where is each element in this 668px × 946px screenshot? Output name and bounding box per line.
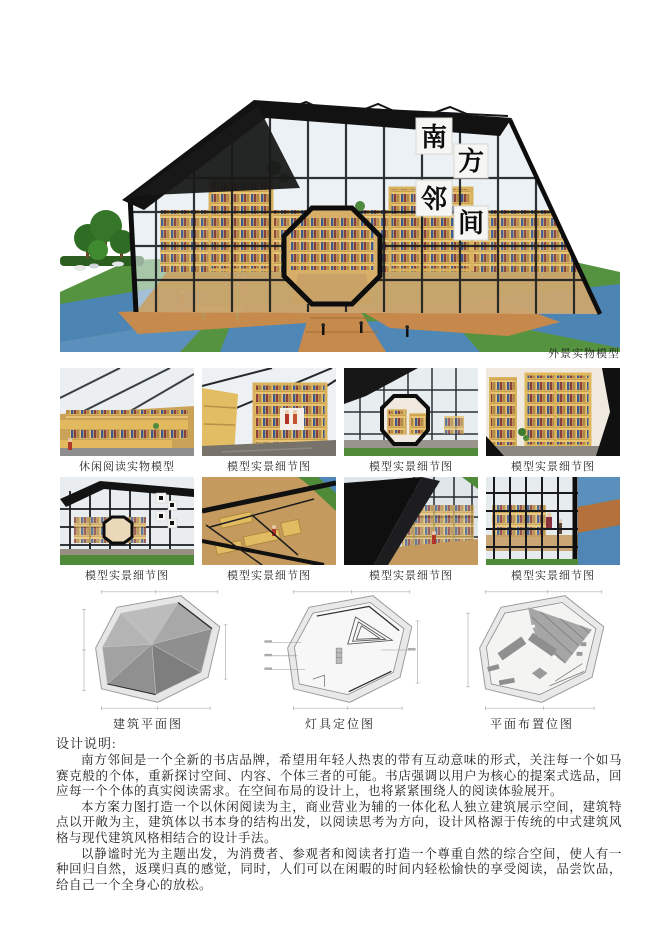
hero-caption: 外景实物模型 xyxy=(548,348,620,360)
thumb-caption: 模型实景细节图 xyxy=(511,461,595,473)
thumb-shelf-closeup xyxy=(486,368,620,474)
thumb-corner-view xyxy=(486,477,620,583)
plan-caption: 平面布置位图 xyxy=(489,717,574,731)
thumb6-illustration xyxy=(202,477,336,565)
thumb-caption: 模型实景细节图 xyxy=(369,570,453,582)
thumb2-illustration xyxy=(202,368,336,456)
plan1-illustration xyxy=(60,586,236,714)
thumb7-illustration xyxy=(344,477,478,565)
description-paragraph-3: 以静谧时光为主题出发，为消费者、参观者和阅读者打造一个尊重自然的综合空间，使人有一种回归自然，返璞归真的感觉，同时，人们可以在闲暇的时间内轻松愉快的享受阅读，品尝饮品，给自己一个全身心的放松。 xyxy=(56,846,622,892)
plan-furniture xyxy=(444,586,620,732)
plan-caption: 灯具定位图 xyxy=(304,717,375,731)
thumb4-illustration xyxy=(486,368,620,456)
thumb3-illustration xyxy=(344,368,478,456)
thumb-caption: 模型实景细节图 xyxy=(85,570,169,582)
hero-model-photo xyxy=(60,60,620,352)
sign-char-4: 间 xyxy=(457,209,485,238)
thumb-facade-sign xyxy=(60,477,194,583)
thumbnail-row-2 xyxy=(60,477,620,583)
thumb-reading-steps xyxy=(60,368,194,474)
thumb-caption: 休闲阅读实物模型 xyxy=(79,461,175,473)
plan-caption: 建筑平面图 xyxy=(112,717,183,731)
sign-char-3: 邻 xyxy=(420,185,448,214)
design-description xyxy=(56,733,622,893)
plan2-illustration xyxy=(252,586,428,714)
plan3-illustration xyxy=(444,586,620,714)
sign-char-2: 方 xyxy=(457,147,485,176)
hero-model-illustration xyxy=(60,60,620,352)
thumbnail-row-1 xyxy=(60,368,620,474)
thumb8-illustration xyxy=(486,477,620,565)
description-title: 设计说明: xyxy=(56,736,117,751)
sign-char-1: 南 xyxy=(420,123,448,152)
thumb1-illustration xyxy=(60,368,194,456)
description-paragraph-1: 南方邻间是一个全新的书店品牌，希望用年轻人热衷的带有互动意味的形式，关注每一个如马赛克般的个体，重新探讨空间、内容、个体三者的可能。书店强调以用户为核心的提案式选品，回应每一个个体的真实阅读需求。在空间布局的设计上，也将紧紧围绕人的阅读体验展开。 xyxy=(56,753,622,799)
plan-row xyxy=(60,586,620,732)
thumb5-illustration xyxy=(60,477,194,565)
plan-lighting xyxy=(252,586,428,732)
description-paragraph-2: 本方案力图打造一个以休闲阅读为主，商业营业为辅的一体化私人独立建筑展示空间，建筑特点以开敞为主，建筑体以书本身的结构出发，以阅读思考为方向，设计风格源于传统的中式建筑风格与现代建筑风格相结合的设计手法。 xyxy=(56,799,622,845)
thumb-caption: 模型实景细节图 xyxy=(369,461,453,473)
thumb-roof-panel xyxy=(344,477,478,583)
plan-building xyxy=(60,586,236,732)
thumb-aerial-view xyxy=(202,477,336,583)
thumb-caption: 模型实景细节图 xyxy=(227,461,311,473)
thumb-caption: 模型实景细节图 xyxy=(227,570,311,582)
thumb-caption: 模型实景细节图 xyxy=(511,570,595,582)
thumb-tall-shelves xyxy=(202,368,336,474)
thumb-octagon-view xyxy=(344,368,478,474)
